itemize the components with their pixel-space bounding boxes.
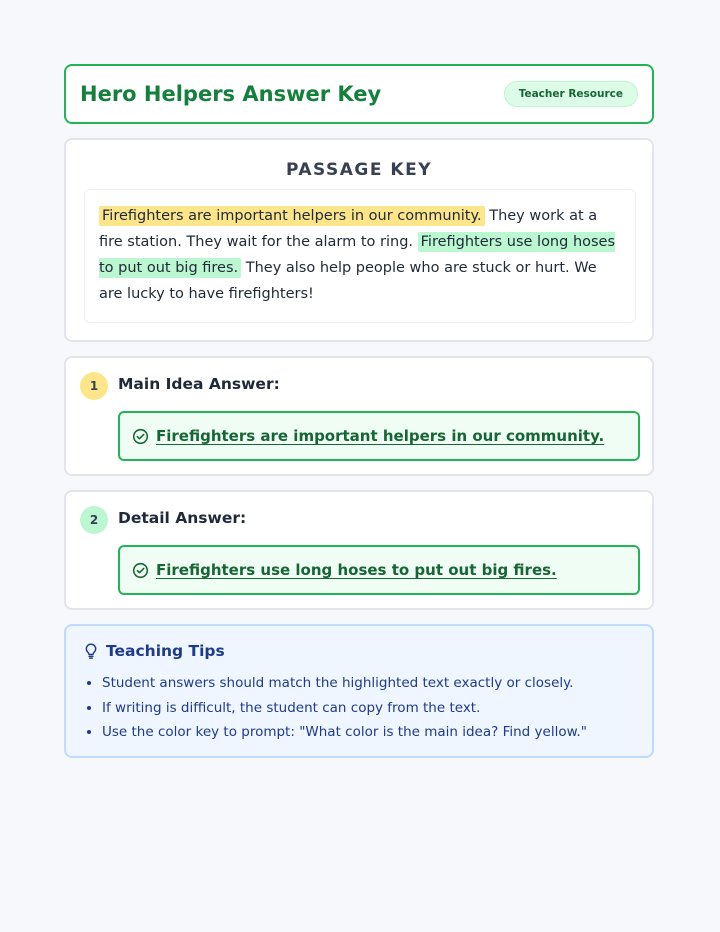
tips-header <box>82 642 225 660</box>
answer-text: Firefighters use long hoses to put out big fires. <box>156 561 557 579</box>
answer-box <box>118 411 640 461</box>
detail-answer-card <box>64 490 654 610</box>
passage-text-2: They also help people who are stuck or hurt. We are lucky to have firefighters! <box>99 260 597 302</box>
question-number-badge: 2 <box>80 506 108 534</box>
detail-highlight: Firefighters use long hoses to put out big fires. <box>99 234 616 276</box>
main-idea-highlight: Firefighters are important helpers in our community. <box>99 206 485 226</box>
page-title: Hero Helpers Answer Key <box>80 82 382 106</box>
passage-key-card <box>64 138 654 342</box>
question-label: Detail Answer: <box>118 509 247 527</box>
question-number-badge: 1 <box>80 372 108 400</box>
tip-item: • Use the color key to prompt: "What color is the main idea? Find yellow." <box>102 720 587 745</box>
header-card <box>64 64 654 124</box>
tips-title: Teaching Tips <box>106 642 225 660</box>
tip-item: • If writing is difficult, the student can copy from the text. <box>102 696 587 721</box>
tip-item: • Student answers should match the highlighted text exactly or closely. <box>102 671 587 696</box>
tips-list <box>82 671 587 745</box>
teacher-resource-badge: Teacher Resource <box>504 81 638 107</box>
teaching-tips-card <box>64 624 654 758</box>
answer-text: Firefighters are important helpers in our community. <box>156 427 605 445</box>
lightbulb-icon <box>82 642 100 660</box>
passage-text <box>84 189 636 323</box>
answer-box <box>118 545 640 595</box>
main-idea-answer-card <box>64 356 654 476</box>
check-circle-icon <box>132 428 149 445</box>
question-label: Main Idea Answer: <box>118 375 280 393</box>
passage-text-1: They work at a fire station. They wait for the alarm to ring. <box>99 208 598 250</box>
passage-key-title: PASSAGE KEY <box>285 160 433 180</box>
check-circle-icon <box>132 562 149 579</box>
